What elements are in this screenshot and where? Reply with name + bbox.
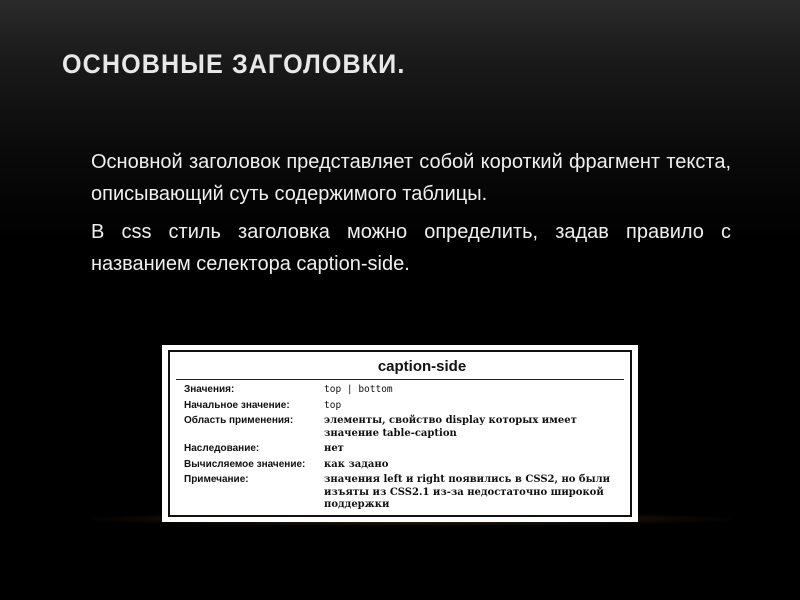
table-row — [184, 459, 620, 472]
row-key-applies-to: Область применения: — [184, 415, 294, 426]
paragraph-css-rule: В css стиль заголовка можно определить, задав правило с названием селектора caption-side. — [91, 221, 731, 275]
row-value-computed: как задано — [324, 458, 389, 470]
property-name: caption-side — [377, 358, 467, 375]
paragraph-definition: Основной заголовок представляет собой короткий фрагмент текста, описывающий суть содержимого таблицы. — [91, 151, 731, 205]
table-divider — [176, 379, 624, 380]
row-key-inherited: Наследование: — [184, 443, 260, 454]
table-row — [184, 474, 620, 512]
row-value-note: значения left и right появились в CSS2, но были изъяты из CSS2.1 из-за недостаточно широкой поддержки — [324, 474, 611, 510]
table-row — [184, 443, 620, 456]
row-key-note: Примечание: — [184, 474, 249, 485]
property-reference-image — [162, 345, 638, 522]
row-key-values: Значения: — [184, 384, 235, 395]
row-value-applies-to: элементы, свойство display которых имеет значение table-caption — [324, 415, 577, 439]
row-key-computed: Вычисляемое значение: — [184, 458, 306, 470]
property-table — [168, 350, 632, 517]
row-value-inherited: нет — [324, 443, 344, 454]
table-row — [184, 384, 620, 397]
row-value-values: top | bottom — [324, 384, 393, 395]
row-value-initial: top — [324, 399, 342, 411]
table-row — [184, 415, 620, 440]
slide-title: ОСНОВНЫЕ ЗАГОЛОВКИ. — [62, 49, 406, 79]
slide-body — [91, 146, 731, 286]
row-key-initial: Начальное значение: — [184, 399, 290, 411]
table-row — [184, 400, 620, 413]
